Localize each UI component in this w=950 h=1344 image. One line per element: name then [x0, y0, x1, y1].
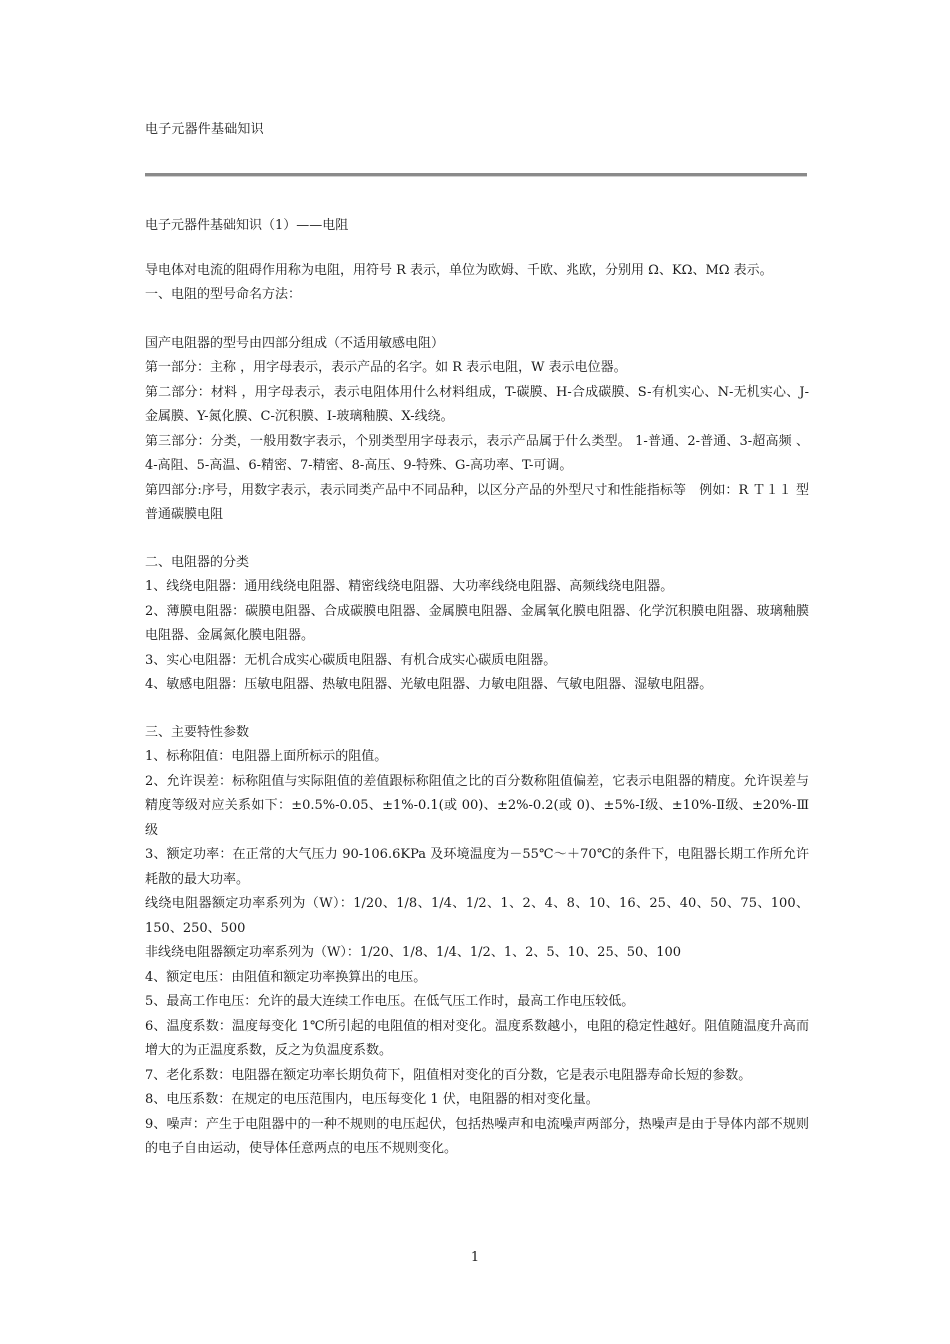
- parameter-item: 6、温度系数：温度每变化 1℃所引起的电阻值的相对变化。温度系数越小，电阻的稳定性越好。阻值随温度升高而增大的为正温度系数，反之为负温度系数。: [145, 1018, 809, 1058]
- parameter-item: 8、电压系数：在规定的电压范围内，电压每变化 1 伏，电阻器的相对变化量。: [145, 1092, 599, 1107]
- header-divider: [145, 173, 807, 177]
- naming-heading: 一、电阻的型号命名方法：: [145, 287, 302, 302]
- classification-item: 2、薄膜电阻器：碳膜电阻器、合成碳膜电阻器、金属膜电阻器、金属氧化膜电阻器、化学沉积膜电阻器、玻璃釉膜电阻器、金属氮化膜电阻器。: [145, 603, 809, 643]
- classification-heading: 二、电阻器的分类: [145, 554, 250, 570]
- classification-item: 3、实心电阻器：无机合成实心碳质电阻器、有机合成实心碳质电阻器。: [145, 652, 557, 668]
- intro-paragraph: 导电体对电流的阻碍作用称为电阻，用符号 R 表示，单位为欧姆、千欧、兆欧，分别用 Ω、KΩ、MΩ 表示。: [145, 262, 773, 278]
- naming-part-2: 第二部分：材料 ，用字母表示，表示电阻体用什么材料组成，T-碳膜、H-合成碳膜、S-有机实心、N-无机实心、J-金属膜、Y-氮化膜、C-沉积膜、I-玻璃釉膜、X-线绕。: [145, 384, 809, 424]
- document-body: [145, 214, 809, 1162]
- parameter-item: 5、最高工作电压：允许的最大连续工作电压。在低气压工作时，最高工作电压较低。: [145, 994, 635, 1009]
- naming-part-4: 第四部分:序号，用数字表示，表示同类产品中不同品种，以区分产品的外型尺寸和性能指标等 例如：R Ｔ１１ 型普通碳膜电阻: [145, 482, 809, 522]
- naming-part-1: 第一部分：主称 ，用字母表示，表示产品的名字。如 R 表示电阻，W 表示电位器。: [145, 360, 627, 375]
- section-title: 电子元器件基础知识（1）——电阻: [145, 218, 349, 233]
- page-number: 1: [470, 1250, 480, 1265]
- naming-part-3: 第三部分：分类，一般用数字表示，个别类型用字母表示，表示产品属于什么类型。 1-普通、2-普通、3-超高频 、4-高阻、5-高温、6-精密、7-精密、8-高压、9-特殊、G-高功率、T-可调。: [145, 433, 809, 473]
- parameter-item: 非线绕电阻器额定功率系列为（W）：1/20、1/8、1/4、1/2、1、2、5、10、25、50、100: [145, 945, 682, 960]
- parameter-item: 2、允许误差：标称阻值与实际阻值的差值跟标称阻值之比的百分数称阻值偏差，它表示电阻器的精度。允许误差与精度等级对应关系如下：±0.5%-0.05、±1%-0.1(或 00)、±2%-0.2(或 0)、±5%-Ⅰ级、±10%-Ⅱ级、±20%-Ⅲ级: [145, 773, 809, 838]
- parameter-item: 9、噪声：产生于电阻器中的一种不规则的电压起伏，包括热噪声和电流噪声两部分，热噪声是由于导体内部不规则的电子自由运动，使导体任意两点的电压不规则变化。: [145, 1116, 809, 1156]
- parameter-item: 线绕电阻器额定功率系列为（W）：1/20、1/8、1/4、1/2、1、2、4、8、10、16、25、40、50、75、100、150、250、500: [145, 896, 809, 936]
- naming-overview: 国产电阻器的型号由四部分组成（不适用敏感电阻）: [145, 335, 445, 351]
- parameter-item: 4、额定电压：由阻值和额定功率换算出的电压。: [145, 969, 427, 985]
- parameter-item: 3、额定功率：在正常的大气压力 90-106.6KPa 及环境温度为－55℃～＋70℃的条件下，电阻器长期工作所允许耗散的最大功率。: [145, 847, 809, 887]
- parameter-item: 1、标称阻值：电阻器上面所标示的阻值。: [145, 749, 388, 764]
- page-header-title: 电子元器件基础知识: [145, 122, 264, 137]
- classification-item: 4、敏感电阻器：压敏电阻器、热敏电阻器、光敏电阻器、力敏电阻器、气敏电阻器、湿敏电阻器。: [145, 677, 713, 692]
- parameter-item: 7、老化系数：电阻器在额定功率长期负荷下，阻值相对变化的百分数，它是表示电阻器寿命长短的参数。: [145, 1067, 752, 1083]
- parameters-heading: 三、主要特性参数: [145, 724, 250, 740]
- classification-item: 1、线绕电阻器：通用线绕电阻器、精密线绕电阻器、大功率线绕电阻器、高频线绕电阻器。: [145, 579, 674, 594]
